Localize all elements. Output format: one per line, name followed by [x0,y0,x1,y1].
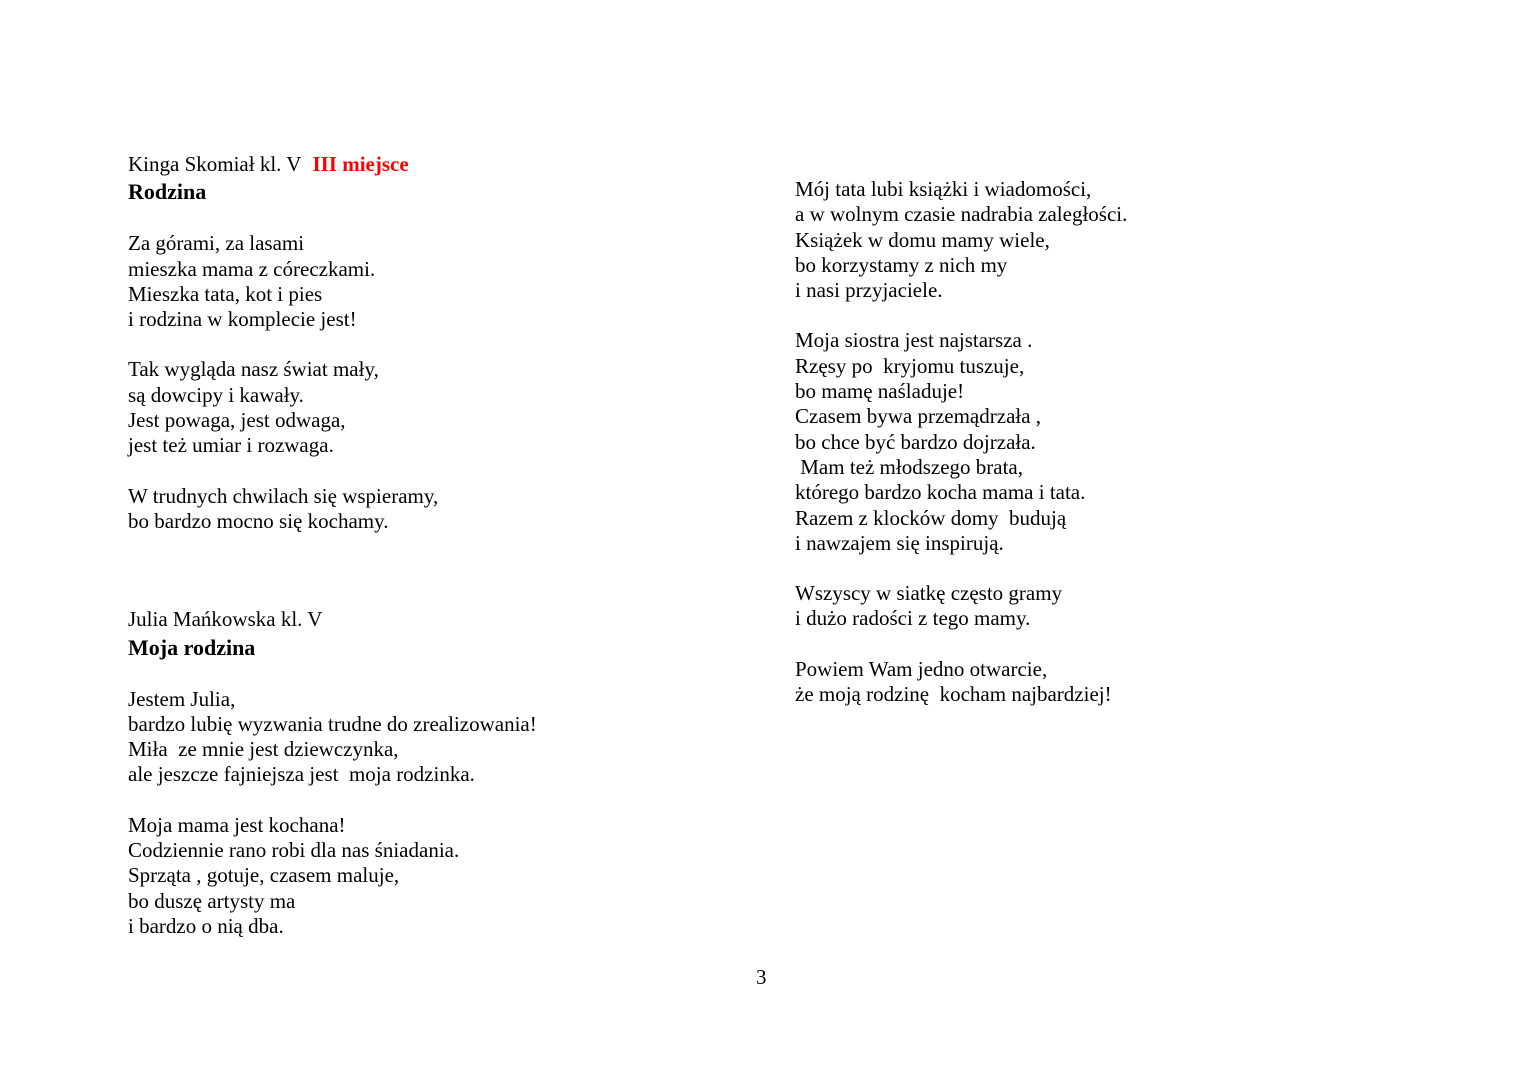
stanza [128,231,728,332]
poem-line: Książek w domu mamy wiele, [795,227,1050,252]
poem-author: Kinga Skomiał kl. V [128,152,302,176]
poem-line: Codziennie rano robi dla nas śniadania. [128,838,460,863]
poem-line: i bardzo o nią dba. [128,913,284,938]
poem-line: Wszyscy w siatkę często gramy [795,581,1063,606]
poem-title: Moja rodzina [128,634,256,660]
poem-line: że moją rodzinę kocham najbardziej! [795,682,1112,707]
stanza [128,357,728,458]
poem-line: bardzo lubię wyzwania trudne do zrealizowania! [128,711,537,736]
stanza [128,484,728,535]
poem-line: Moja siostra jest najstarsza . [795,328,1033,353]
poem-line: Czasem bywa przemądrzała , [795,404,1042,429]
poem-line: Rzęsy po kryjomu tuszuje, [795,353,1025,378]
stanza [795,177,1355,303]
poem-line: bo bardzo mocno się kochamy. [128,508,389,533]
poem-line: Mój tata lubi książki i wiadomości, [795,177,1092,201]
right-column [795,152,1355,707]
poem-line: i rodzina w komplecie jest! [128,307,357,332]
poem-line: bo duszę artysty ma [128,888,296,913]
poem-author-line [128,152,728,177]
poem-line: i nasi przyjaciele. [795,278,943,303]
poem-moja-rodzina-continuation [795,177,1355,707]
stanza [795,328,1355,556]
poem-line: Razem z klocków domy budują [795,505,1067,530]
poem-line: Powiem Wam jedno otwarcie, [795,656,1048,681]
stanza [795,581,1355,632]
poem-line: W trudnych chwilach się wspieramy, [128,483,439,508]
poem-line: a w wolnym czasie nadrabia zaległości. [795,202,1128,227]
poem-line: Tak wygląda nasz świat mały, [128,357,379,382]
award-label: III miejsce [312,152,409,176]
poem-line: Jestem Julia, [128,686,236,711]
poem-line: i nawzajem się inspirują. [795,530,1004,555]
poem-line: jest też umiar i rozwaga. [128,433,334,458]
stanza [128,813,728,939]
poem-line: Mam też młodszego brata, [795,454,1024,479]
poem-line: ale jeszcze fajniejsza jest moja rodzinka. [128,762,475,787]
poem-stanzas [128,231,728,534]
poem-line: Mieszka tata, kot i pies [128,281,323,306]
poem-line: i dużo radości z tego mamy. [795,606,1031,631]
poem-moja-rodzina [128,607,728,939]
poem-line: bo chce być bardzo dojrzała. [795,429,1036,454]
poem-author-line [128,607,728,632]
poem-line: Moja mama jest kochana! [128,812,346,837]
poem-stanzas [128,687,728,940]
poem-line: którego bardzo kocha mama i tata. [795,480,1086,505]
poem-line: Miła ze mnie jest dziewczynka, [128,737,399,762]
poem-line: mieszka mama z córeczkami. [128,256,376,281]
poem-line: Jest powaga, jest odwaga, [128,408,346,433]
poem-title: Rodzina [128,179,207,205]
poem-line: bo korzystamy z nich my [795,252,1008,277]
page-number: 3 [756,965,767,989]
poem-line: Za górami, za lasami [128,231,305,256]
poem-line: bo mamę naśladuje! [795,379,965,404]
left-column [128,152,728,939]
poem-line: są dowcipy i kawały. [128,382,304,407]
stanza [128,687,728,788]
stanza [795,657,1355,708]
poem-author: Julia Mańkowska kl. V [128,607,323,632]
poem-rodzina [128,152,728,534]
poem-line: Sprząta , gotuje, czasem maluje, [128,863,400,888]
